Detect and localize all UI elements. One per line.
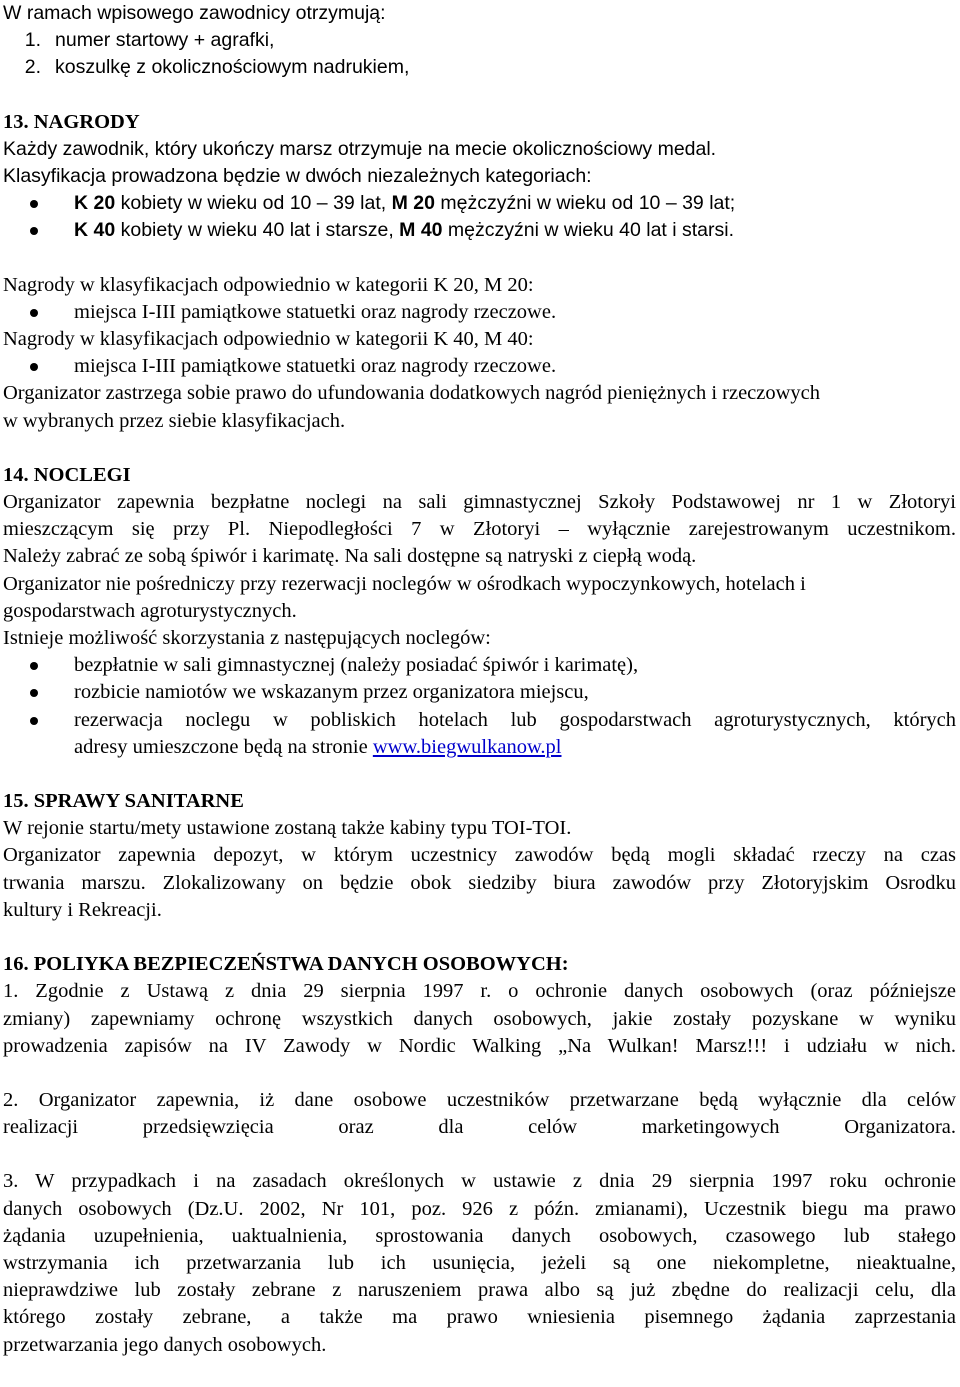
bullet-icon	[30, 689, 38, 697]
section-heading-noclegi: 14. NOCLEGI	[3, 463, 131, 486]
bullet-icon	[30, 717, 38, 725]
list-item: miejsca I-III pamiątkowe statuetki oraz nagrody rzeczowe.	[3, 299, 956, 326]
paragraph-line: którego zostały zebrane, a także ma prawo wniesienia pisemnego żądania zaprzestania	[3, 1306, 956, 1329]
bullet-icon	[30, 309, 38, 317]
paragraph-line: żądania uzupełnienia, uaktualnienia, sprostowania danych osobowych, czasowego lub stałego	[3, 1224, 956, 1247]
paragraph-line: 1. Zgodnie z Ustawą z dnia 29 sierpnia 1997 r. o ochronie danych osobowych (oraz późniejsze	[3, 980, 956, 1003]
paragraph-line: Istnieje możliwość skorzystania z następujących noclegów:	[3, 627, 491, 650]
lodging-list	[3, 652, 956, 761]
paragraph-line: Organizator nie pośredniczy przy rezerwacji noclegów w ośrodkach wypoczynkowych, hotelach i	[3, 572, 806, 595]
paragraph-line: Organizator zapewnia depozyt, w którym uczestnicy zawodów będą mogli składać rzeczy na czas	[3, 844, 956, 867]
paragraph-line: W rejonie startu/mety ustawione zostaną także kabiny typu TOI-TOI.	[3, 817, 572, 840]
paragraph: Nagrody w klasyfikacjach odpowiednio w kategorii K 40, M 40:	[3, 328, 534, 351]
list-number: 2.	[24, 56, 41, 79]
paragraph-line: Należy zabrać ze sobą śpiwór i karimatę. Na sali dostępne są natryski z ciepłą wodą.	[3, 545, 697, 568]
bullet-icon	[30, 200, 38, 208]
paragraph-line: kultury i Rekreacji.	[3, 898, 162, 921]
bullet-icon	[30, 363, 38, 371]
bullet-icon	[30, 662, 38, 670]
section-heading-sprawy-sanitarne: 15. SPRAWY SANITARNE	[3, 790, 244, 813]
list-text: koszulkę z okolicznościowym nadrukiem,	[55, 56, 410, 79]
section-heading-nagrody: 13. NAGRODY	[3, 110, 140, 133]
paragraph: Klasyfikacja prowadzona będzie w dwóch niezależnych kategoriach:	[3, 165, 592, 188]
list-text: numer startowy + agrafki,	[55, 29, 275, 52]
bullet-icon	[30, 227, 38, 235]
prize-list	[3, 353, 956, 380]
paragraph-line: danych osobowych (Dz.U. 2002, Nr 101, poz. 926 z późn. zmianami), Uczestnik biegu ma prawo	[3, 1197, 956, 1220]
list-item: K 40 kobiety w wieku 40 lat i starsze, M 40 mężczyźni w wieku 40 lat i starsi.	[3, 217, 956, 244]
paragraph: Każdy zawodnik, który ukończy marsz otrzymuje na mecie okolicznościowy medal.	[3, 137, 717, 160]
paragraph-line: prowadzenia zapisów na IV Zawody w Nordic Walking „Na Wulkan! Marsz!!! i udziału w nich.	[3, 1034, 956, 1057]
entry-list	[3, 27, 956, 81]
paragraph-line: Organizator zapewnia bezpłatne noclegi na sali gimnastycznej Szkoły Podstawowej nr 1 w Złotoryi	[3, 491, 956, 514]
list-number: 1.	[24, 29, 41, 52]
paragraph-line: w wybranych przez siebie klasyfikacjach.	[3, 409, 346, 432]
paragraph: Nagrody w klasyfikacjach odpowiednio w kategorii K 20, M 20:	[3, 273, 534, 296]
list-item: bezpłatnie w sali gimnastycznej (należy posiadać śpiwór i karimatę),	[3, 652, 956, 679]
paragraph-line: przetwarzania jego danych osobowych.	[3, 1333, 327, 1356]
section-heading-polityka-danych: 16. POLIYKA BEZPIECZEŃSTWA DANYCH OSOBOWYCH:	[3, 953, 569, 976]
paragraph-line: wstrzymania ich przetwarzania lub ich usunięcia, jeżeli są one niekompletne, nieaktualne,	[3, 1251, 956, 1274]
paragraph-line: 2. Organizator zapewnia, iż dane osobowe uczestników przetwarzane będą wyłącznie dla celów	[3, 1088, 956, 1111]
paragraph-line: mieszczącym się przy Pl. Niepodległości 7 w Złotoryi – wyłącznie zarejestrowanym uczestnikom.	[3, 518, 956, 541]
list-item: rozbicie namiotów we wskazanym przez organizatora miejscu,	[3, 679, 956, 706]
entry-intro: W ramach wpisowego zawodnicy otrzymują:	[3, 2, 386, 24]
paragraph-line: realizacji przedsięwzięcia oraz dla celów marketingowych Organizatora.	[3, 1116, 956, 1139]
website-link[interactable]: www.biegwulkanow.pl	[372, 735, 562, 758]
category-list	[3, 190, 956, 244]
paragraph-line: gospodarstwach agroturystycznych.	[3, 599, 297, 622]
prize-list	[3, 299, 956, 326]
paragraph-line: 3. W przypadkach i na zasadach określonych w ustawie z dnia 29 sierpnia 1997 roku ochronie	[3, 1170, 956, 1193]
paragraph-line: Organizator zastrzega sobie prawo do ufundowania dodatkowych nagród pieniężnych i rzeczowych	[3, 382, 821, 405]
list-item	[3, 27, 956, 54]
list-item: rezerwacja noclegu w pobliskich hotelach lub gospodarstwach agroturystycznych, których adresy umieszczone będą na stronie www.biegwulkanow.pl	[3, 707, 956, 761]
paragraph-line: nieprawdziwe lub zostały zebrane z naruszeniem prawa albo są już zbędne do realizacji celu, dla	[3, 1279, 956, 1302]
paragraph-line: trwania marszu. Zlokalizowany on będzie obok siedziby biura zawodów przy Złotoryjskim Osrodku	[3, 871, 956, 894]
paragraph-line: zmiany) zapewniamy ochronę wszystkich danych osobowych, jakie zostały pozyskane w wyniku	[3, 1007, 956, 1030]
list-item	[3, 54, 956, 81]
list-item: miejsca I-III pamiątkowe statuetki oraz nagrody rzeczowe.	[3, 353, 956, 380]
list-item: K 20 kobiety w wieku od 10 – 39 lat, M 20 mężczyźni w wieku od 10 – 39 lat;	[3, 190, 956, 217]
